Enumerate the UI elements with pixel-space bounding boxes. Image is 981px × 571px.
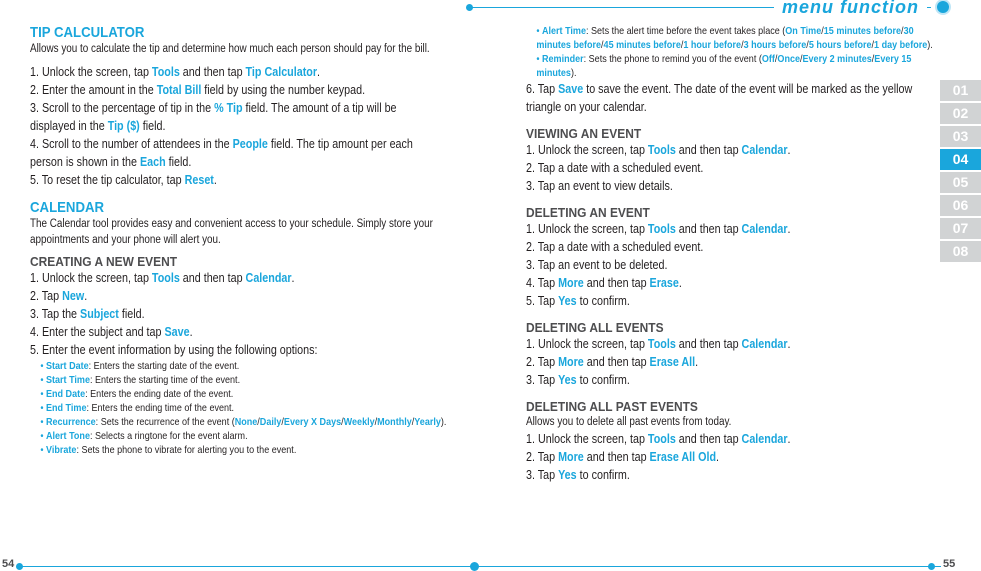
- footer-dot-center: [470, 562, 479, 571]
- option-recurrence: • Recurrence: Sets the recurrence of the event (None/Daily/Every X Days/Weekly/Monthly/Yearly).: [40, 416, 447, 428]
- calendar-heading: CALENDAR: [30, 199, 105, 216]
- create-step-2: 2. Tap New.: [30, 289, 88, 303]
- page-number-right: 55: [943, 558, 956, 570]
- option-alert-tone: • Alert Tone: Selects a ringtone for the event alarm.: [40, 430, 248, 442]
- view-step-2: 2. Tap a date with a scheduled event.: [526, 161, 704, 175]
- right-page: [526, 24, 936, 484]
- delete-past-step-3: 3. Tap Yes to confirm.: [526, 468, 630, 482]
- chapter-tab-01[interactable]: 01: [940, 80, 981, 101]
- chapter-tab-07[interactable]: 07: [940, 218, 981, 239]
- create-step-4: 4. Enter the subject and tap Save.: [30, 325, 193, 339]
- tip-intro: Allows you to calculate the tip and determine how much each person should pay for the bill.: [30, 43, 430, 55]
- section-header-title: menu function: [774, 0, 927, 18]
- option-end-time: • End Time: Enters the ending time of the event.: [40, 402, 235, 414]
- chapter-tab-02[interactable]: 02: [940, 103, 981, 124]
- view-step-1: 1. Unlock the screen, tap Tools and then tap Calendar.: [526, 143, 791, 157]
- create-step-6: 6. Tap Save to save the event. The date of the event will be marked as the yellow triangle on your calendar.: [526, 82, 913, 114]
- footer-rule: [20, 566, 941, 567]
- tip-step-4: 4. Scroll to the number of attendees in the People field. The tip amount per each person is shown in the Each field.: [30, 137, 413, 169]
- tip-step-5: 5. To reset the tip calculator, tap Reset.: [30, 173, 217, 187]
- delete-step-4: 4. Tap More and then tap Erase.: [526, 276, 682, 290]
- create-step-5: 5. Enter the event information by using the following options:: [30, 343, 318, 357]
- view-step-3: 3. Tap an event to view details.: [526, 179, 673, 193]
- delete-past-step-1: 1. Unlock the screen, tap Tools and then tap Calendar.: [526, 432, 791, 446]
- create-step-3: 3. Tap the Subject field.: [30, 307, 145, 321]
- delete-step-1: 1. Unlock the screen, tap Tools and then tap Calendar.: [526, 222, 791, 236]
- chapter-tab-05[interactable]: 05: [940, 172, 981, 193]
- viewing-event-heading: VIEWING AN EVENT: [526, 126, 642, 141]
- chapter-tabs: [940, 80, 981, 264]
- tip-step-3: 3. Scroll to the percentage of tip in the % Tip field. The amount of a tip will be displayed in the Tip ($) field.: [30, 101, 397, 133]
- delete-all-step-1: 1. Unlock the screen, tap Tools and then tap Calendar.: [526, 337, 791, 351]
- option-vibrate: • Vibrate: Sets the phone to vibrate for alerting you to the event.: [40, 444, 297, 456]
- chapter-tab-08[interactable]: 08: [940, 241, 981, 262]
- page-number-left: 54: [2, 558, 15, 570]
- deleting-all-events-heading: DELETING ALL EVENTS: [526, 320, 664, 335]
- create-step-1: 1. Unlock the screen, tap Tools and then tap Calendar.: [30, 271, 295, 285]
- header-dot-large: [937, 1, 949, 13]
- delete-step-2: 2. Tap a date with a scheduled event.: [526, 240, 704, 254]
- chapter-tab-06[interactable]: 06: [940, 195, 981, 216]
- delete-step-3: 3. Tap an event to be deleted.: [526, 258, 668, 272]
- option-start-date: • Start Date: Enters the starting date of the event.: [40, 360, 240, 372]
- delete-all-step-2: 2. Tap More and then tap Erase All.: [526, 355, 699, 369]
- tip-calculator-heading: TIP CALCULATOR: [30, 24, 145, 41]
- delete-past-intro: Allows you to delete all past events from today.: [526, 416, 732, 428]
- deleting-event-heading: DELETING AN EVENT: [526, 205, 650, 220]
- creating-event-heading: CREATING A NEW EVENT: [30, 254, 178, 269]
- deleting-past-events-heading: DELETING ALL PAST EVENTS: [526, 399, 698, 414]
- chapter-tab-03[interactable]: 03: [940, 126, 981, 147]
- calendar-intro: The Calendar tool provides easy and convenient access to your schedule. Simply store your appointments and your phone will alert you.: [30, 218, 433, 246]
- footer-dot-left: [16, 563, 23, 570]
- tip-step-1: 1. Unlock the screen, tap Tools and then tap Tip Calculator.: [30, 65, 321, 79]
- tip-step-2: 2. Enter the amount in the Total Bill field by using the number keypad.: [30, 83, 366, 97]
- footer-dot-right: [928, 563, 935, 570]
- option-alert-time: • Alert Time: Sets the alert time before the event takes place (On Time/15 minutes before/30 minutes before/45 minutes before/1 hour before/3 hours before/5 hours before/1 day before).: [536, 25, 933, 51]
- option-start-time: • Start Time: Enters the starting time of the event.: [40, 374, 241, 386]
- delete-step-5: 5. Tap Yes to confirm.: [526, 294, 630, 308]
- delete-all-step-3: 3. Tap Yes to confirm.: [526, 373, 630, 387]
- chapter-tab-04-active[interactable]: 04: [940, 149, 981, 170]
- option-reminder: • Reminder: Sets the phone to remind you of the event (Off/Once/Every 2 minutes/Every 15 minutes).: [536, 53, 912, 79]
- delete-past-step-2: 2. Tap More and then tap Erase All Old.: [526, 450, 720, 464]
- header-dot: [466, 4, 473, 11]
- option-end-date: • End Date: Enters the ending date of the event.: [40, 388, 234, 400]
- left-page: [30, 24, 447, 457]
